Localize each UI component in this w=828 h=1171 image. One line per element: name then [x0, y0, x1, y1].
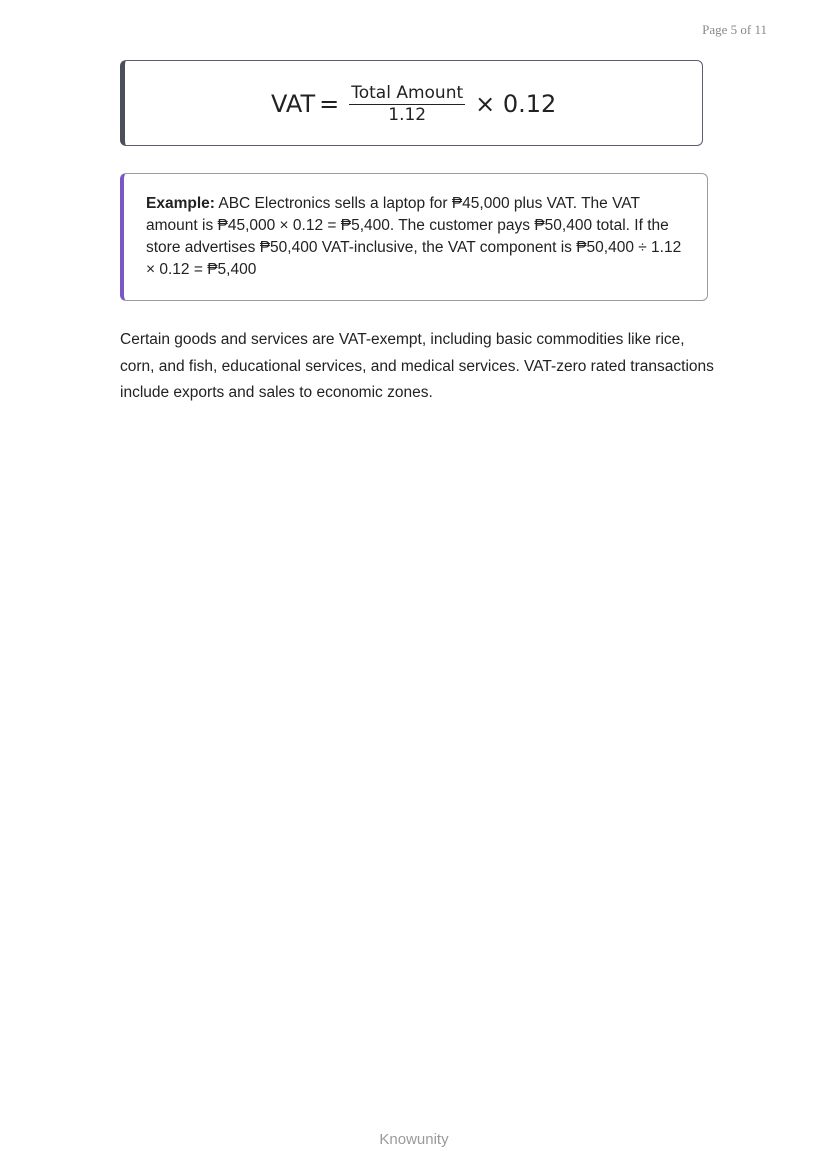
example-body: ABC Electronics sells a laptop for ₱45,000 plus VAT. The VAT amount is ₱45,000 × 0.12 = ₱5,400. The customer pays ₱50,400 total. If the store advertises ₱50,400 VAT-inclusive, the VAT component is ₱50,400 ÷ 1.12 × 0.12 = ₱5,400 [146, 195, 682, 278]
example-text [146, 193, 685, 281]
formula-box [120, 60, 703, 146]
formula-equals: = [319, 90, 340, 118]
formula-numerator: Total Amount [351, 83, 464, 103]
footer-brand: Knowunity [379, 1131, 449, 1148]
example-callout [120, 173, 708, 301]
formula-denominator: 1.12 [388, 105, 427, 125]
page-number: Page 5 of 11 [702, 22, 767, 37]
formula-fraction [349, 83, 465, 125]
formula-lhs: VAT [271, 90, 316, 118]
example-label: Example: [146, 195, 215, 212]
formula-rhs: × 0.12 [475, 90, 557, 118]
vat-formula [271, 83, 556, 125]
body-paragraph: Certain goods and services are VAT-exempt, including basic commodities like rice, corn, and fish, educational services, and medical services. VAT-zero rated transactions include exports and sales to economic zones. [120, 331, 714, 401]
